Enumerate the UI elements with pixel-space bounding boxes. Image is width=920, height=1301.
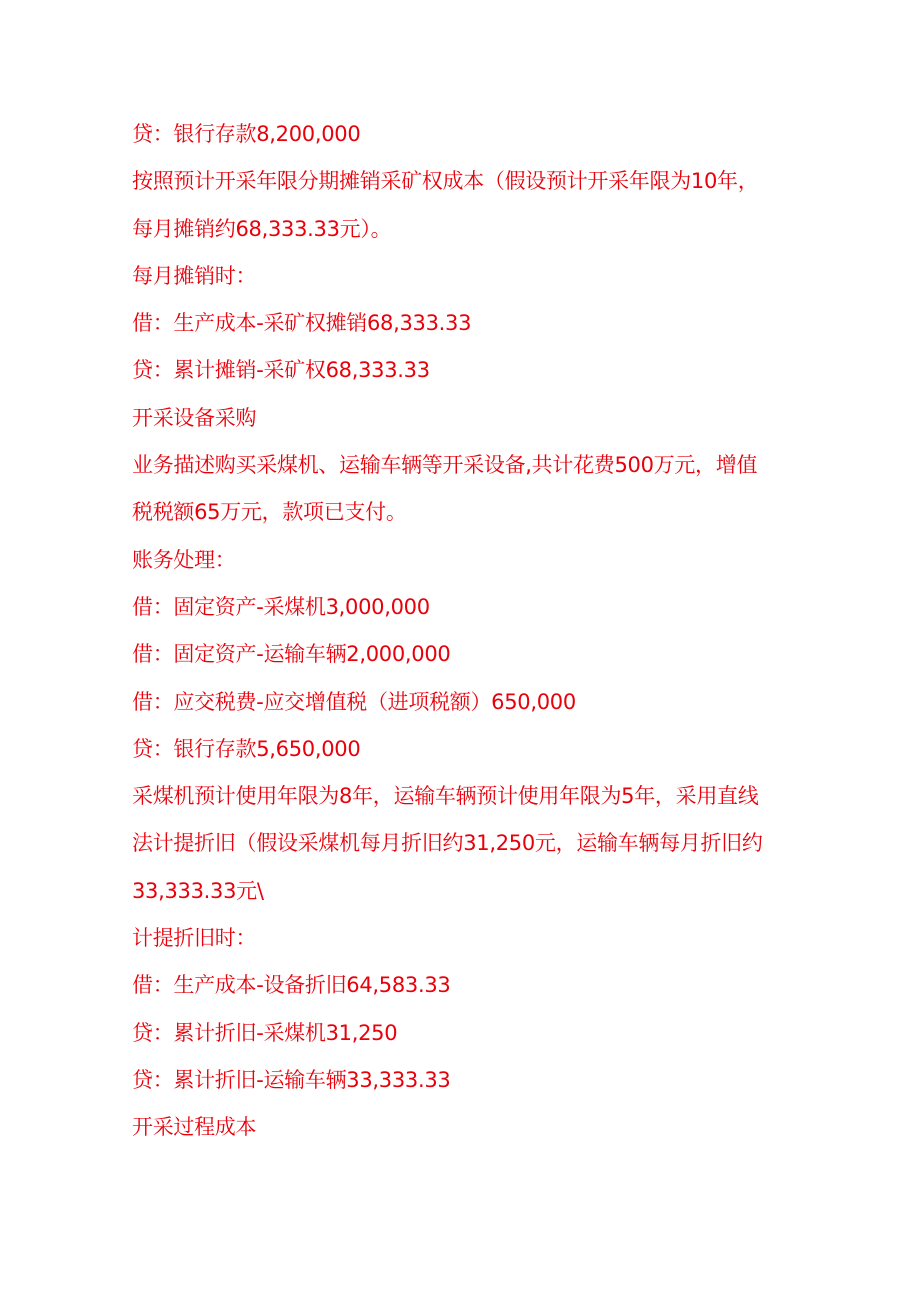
text-line: 计提折旧时： [132,926,257,951]
text-line: 贷：累计折旧-运输车辆33,333.33 [132,1067,451,1092]
text-line: 借：应交税费-应交增值税（进项税额）650,000 [132,689,576,714]
text-line: 每月摊销约68,333.33元）。 [132,216,392,241]
text-line: 借：生产成本-采矿权摊销68,333.33 [132,311,472,336]
text-line: 贷：累计折旧-采煤机31,250 [132,1020,398,1045]
text-line: 税税额65万元，款项已支付。 [132,500,407,525]
text-line: 借：固定资产-运输车辆2,000,000 [132,642,451,667]
text-line: 账务处理： [132,547,236,572]
section-heading: 开采设备采购 [132,405,257,430]
text-line: 业务描述购买采煤机、运输车辆等开采设备,共计花费500万元，增值 [132,453,758,478]
text-line: 贷：累计摊销-采矿权68,333.33 [132,358,430,383]
text-line: 每月摊销时： [132,263,257,288]
text-line: 33,333.33元\ [132,878,264,903]
text-line: 借：生产成本-设备折旧64,583.33 [132,973,451,998]
text-line: 贷：银行存款5,650,000 [132,736,361,761]
text-line: 借：固定资产-采煤机3,000,000 [132,594,430,619]
section-heading: 开采过程成本 [132,1115,257,1140]
text-line: 法计提折旧（假设采煤机每月折旧约31,250元，运输车辆每月折旧约 [132,831,763,856]
document-body [132,111,812,1152]
text-line: 贷：银行存款8,200,000 [132,122,361,146]
text-line: 采煤机预计使用年限为8年，运输车辆预计使用年限为5年，采用直线 [132,784,759,809]
text-line: 按照预计开采年限分期摊销采矿权成本（假设预计开采年限为10年， [132,169,759,194]
